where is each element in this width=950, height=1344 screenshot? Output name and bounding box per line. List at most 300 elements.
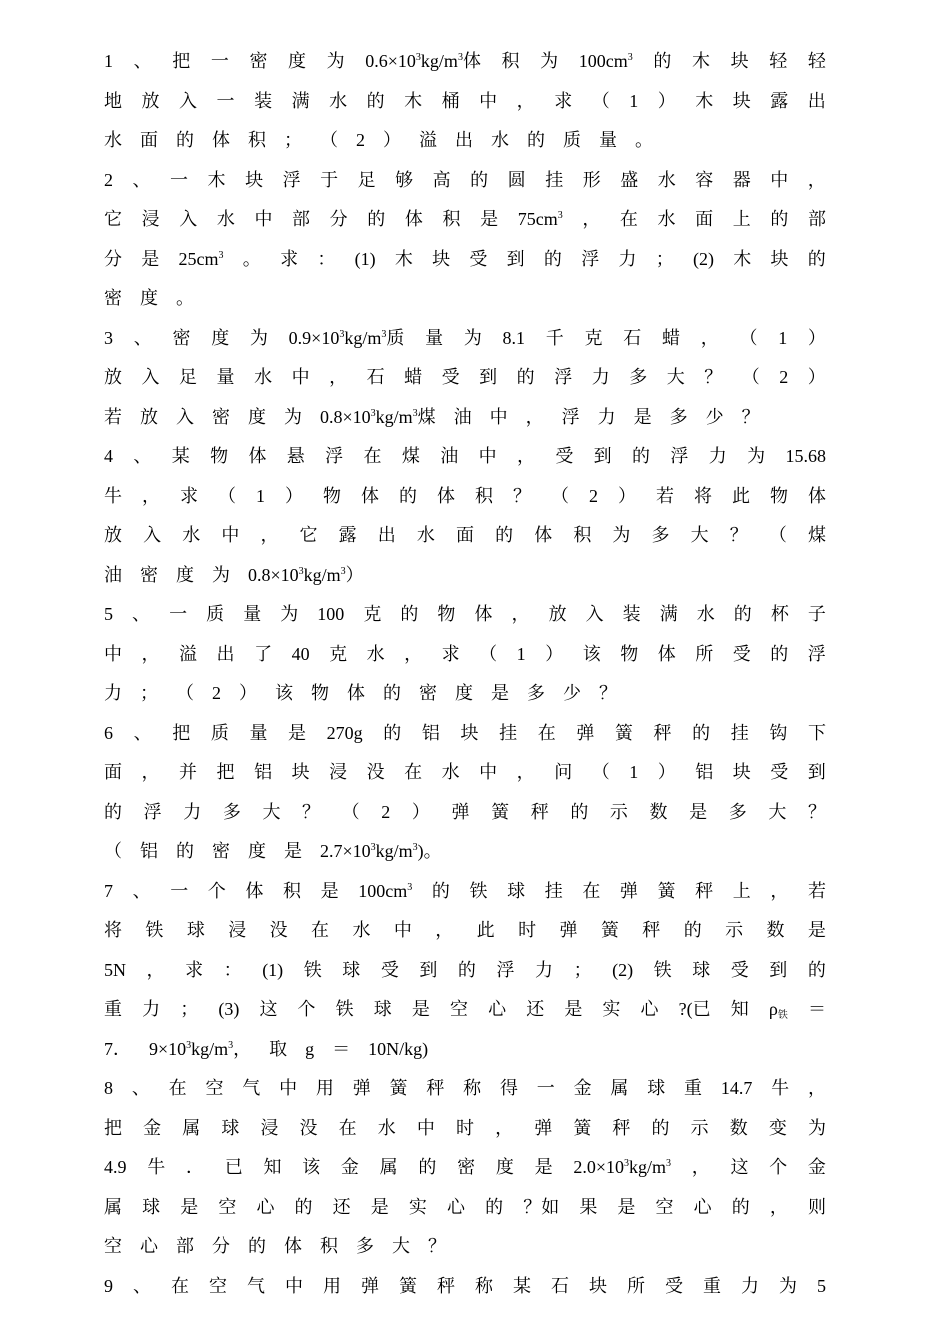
text-token: 出	[377, 525, 396, 545]
text-token: 浮	[325, 446, 344, 466]
text-token: 弹	[576, 722, 595, 743]
text-token: 子	[807, 604, 826, 624]
text-token: 2	[589, 485, 598, 506]
text-token: 为	[249, 327, 268, 348]
text-token: 中	[479, 762, 498, 782]
text-token: 体	[657, 643, 676, 664]
text-token: 度	[288, 51, 307, 71]
text-line	[104, 1069, 826, 1109]
text-token: 克	[584, 327, 603, 348]
text-token: 中	[393, 920, 412, 940]
text-token: 质	[563, 130, 581, 150]
text-line	[104, 635, 826, 675]
text-token: 中	[489, 406, 508, 427]
text-token: 多	[651, 525, 670, 545]
text-token: 满	[291, 90, 310, 111]
text-token: ，	[770, 880, 789, 901]
text-token: 的	[383, 683, 401, 703]
text-token: 体	[347, 683, 365, 703]
text-token: 的	[653, 51, 672, 71]
text-token: 10N/kg)	[368, 1038, 429, 1059]
text-token: $0.8\times 10^3kg/m^3$煤	[320, 406, 436, 427]
text-token: 的	[399, 485, 417, 506]
text-token: 块	[770, 248, 789, 269]
text-token: 地	[104, 90, 122, 111]
text-token: 露	[770, 90, 789, 111]
text-token: 浮	[554, 367, 573, 387]
text-token: ；	[655, 248, 674, 269]
text-token: 弹	[619, 880, 638, 901]
text-token: 出	[455, 130, 473, 150]
text-token: 面	[140, 130, 158, 150]
text-line	[104, 477, 826, 517]
text-token: 水	[416, 525, 435, 545]
text-line	[104, 911, 826, 951]
text-token: g	[305, 1038, 315, 1059]
text-token: 求	[280, 248, 299, 269]
text-token: 是	[320, 880, 339, 901]
text-token: （	[739, 327, 758, 348]
text-token: (3)	[218, 999, 240, 1019]
text-line	[104, 714, 826, 754]
text-token: 铁	[653, 959, 672, 980]
text-token: 这	[259, 999, 278, 1019]
text-line	[104, 556, 826, 596]
text-line	[104, 1267, 826, 1307]
text-token: 数	[766, 920, 785, 940]
text-token: 得	[499, 1078, 518, 1098]
text-token: 挂	[499, 722, 518, 743]
text-token: 5	[104, 604, 113, 624]
text-token: 水	[366, 643, 385, 664]
text-token: 它	[104, 209, 122, 229]
text-token: 心	[640, 999, 659, 1019]
text-token: 入	[179, 209, 198, 229]
text-token: $25cm^3$	[178, 248, 224, 269]
text-token: 煤	[807, 525, 826, 545]
text-token: 铁	[335, 999, 354, 1019]
text-token: 、	[133, 722, 152, 743]
text-token: 积	[442, 209, 461, 229]
text-token: 若	[104, 406, 122, 427]
text-token: 积	[248, 130, 266, 150]
text-token: 球	[373, 999, 392, 1019]
text-token: 浮	[143, 801, 162, 822]
text-token: 到	[769, 959, 788, 980]
text-token: 面	[455, 525, 474, 545]
text-token: ，	[769, 1196, 788, 1217]
text-token: 属	[104, 1196, 122, 1217]
problem-3	[104, 319, 826, 438]
text-token: 挂	[544, 880, 563, 901]
text-token: 的	[683, 920, 702, 940]
text-token: 求	[554, 90, 573, 111]
text-token: 是	[617, 1196, 636, 1217]
text-token: 问	[554, 762, 573, 782]
text-token: 浸	[329, 762, 348, 782]
text-token: 水	[216, 209, 235, 229]
text-token: 铁	[303, 959, 322, 980]
text-token: 为	[326, 51, 345, 71]
text-token: 油	[104, 564, 122, 585]
text-token: 心	[693, 1196, 712, 1217]
text-token: 到	[807, 762, 826, 782]
text-token: 度	[211, 327, 230, 348]
text-token: 石	[623, 327, 642, 348]
text-token: 。	[635, 130, 653, 150]
text-token: 的	[367, 209, 386, 229]
text-line	[104, 358, 826, 398]
text-token: 是	[180, 1196, 199, 1217]
text-token: 挂	[730, 722, 749, 743]
text-token: 球	[342, 959, 361, 980]
text-token: 放	[104, 367, 122, 387]
text-token: 为	[779, 1275, 797, 1296]
text-token: (1)	[354, 248, 376, 269]
text-token: (2)	[612, 959, 634, 980]
text-token: 受	[732, 643, 751, 664]
text-line	[104, 1030, 826, 1070]
text-token: 的	[176, 841, 194, 861]
text-token: 的	[176, 130, 194, 150]
problem-4	[104, 437, 826, 595]
text-token: $0.8\times 10^3kg/m^3$）	[248, 564, 364, 585]
text-token: 弹	[559, 920, 578, 940]
text-token: 牛	[771, 1078, 790, 1098]
text-token: 分	[212, 1236, 230, 1256]
text-token: 果	[579, 1196, 598, 1217]
text-token: 密	[212, 406, 230, 427]
text-token: ，	[516, 446, 535, 466]
text-token: ？如	[523, 1196, 560, 1217]
text-token: 铁	[469, 880, 488, 901]
text-token: ，	[582, 209, 601, 229]
text-line	[104, 1148, 826, 1188]
text-token: 1	[104, 51, 113, 71]
text-token: 体	[212, 130, 230, 150]
text-token: 为	[540, 51, 559, 71]
text-token: ；	[180, 999, 199, 1019]
text-token: 浮	[581, 248, 600, 269]
text-token: 2	[212, 683, 221, 703]
text-token: 金	[807, 1157, 826, 1177]
text-line	[104, 595, 826, 635]
text-token: 的	[485, 1196, 504, 1217]
text-token: 高	[432, 169, 451, 190]
text-token: 。	[176, 288, 194, 308]
text-token: 一	[210, 51, 229, 71]
text-token: 块	[432, 248, 451, 269]
text-token: 的	[294, 1196, 313, 1217]
text-token: 密	[172, 327, 191, 348]
text-token: ）	[657, 90, 676, 111]
text-token: ，	[404, 643, 423, 664]
text-token: 煤	[401, 446, 420, 466]
text-line	[104, 516, 826, 556]
text-token: 上	[732, 209, 751, 229]
text-token: 量	[243, 604, 262, 624]
text-token: 2	[381, 801, 391, 822]
text-token: 桶	[441, 90, 460, 111]
text-token: 心	[446, 1196, 465, 1217]
text-token: ）	[807, 327, 826, 348]
text-token: 秤	[437, 1275, 455, 1296]
text-token: 足	[179, 367, 198, 387]
text-token: 油	[440, 446, 459, 466]
text-token: 牛	[104, 485, 122, 506]
text-token: 该	[275, 683, 293, 703]
text-token: 受	[665, 1275, 683, 1296]
text-token: 足	[357, 169, 376, 190]
text-token: 该	[302, 1157, 321, 1177]
text-token: 质	[210, 722, 229, 743]
text-line	[104, 240, 826, 280]
text-token: 还	[526, 999, 545, 1019]
text-token: 取	[269, 1038, 288, 1059]
text-token: 1	[629, 762, 639, 782]
text-token: $0.9\times 10^3kg/m^3$质	[288, 327, 405, 348]
text-line	[104, 1109, 826, 1149]
text-token: （	[591, 90, 610, 111]
text-token: ；	[573, 959, 592, 980]
text-token: 木	[695, 90, 714, 111]
text-token: 轻	[807, 51, 826, 71]
text-line	[104, 1188, 826, 1228]
text-token: 石	[551, 1275, 569, 1296]
text-token: 15.68	[785, 446, 826, 466]
text-token: 的	[733, 604, 752, 624]
text-token: 积	[501, 51, 520, 71]
text-token: ）	[239, 683, 257, 703]
text-token: 若	[656, 485, 674, 506]
text-token: 上	[732, 880, 751, 901]
text-token: 的	[570, 801, 589, 822]
text-token: 放	[140, 406, 158, 427]
text-token: 秤	[653, 722, 672, 743]
text-token: 油	[453, 406, 472, 427]
text-token: 力	[597, 406, 616, 427]
text-token: 块	[730, 51, 749, 71]
text-token: （	[551, 485, 569, 506]
text-token: ？	[428, 1236, 446, 1256]
text-line	[104, 990, 826, 1030]
text-token: 在	[619, 209, 638, 229]
text-token: ，	[525, 406, 544, 427]
text-token: 簧	[491, 801, 510, 822]
text-token: 容	[695, 169, 714, 190]
text-token: 中	[479, 90, 498, 111]
text-token: 知	[730, 999, 749, 1019]
text-token: 石	[366, 367, 385, 387]
text-token: （	[176, 683, 194, 703]
text-token: 是	[633, 406, 652, 427]
text-token: 在	[338, 1117, 357, 1138]
text-token: 体	[404, 209, 423, 229]
text-token: 水	[104, 130, 122, 150]
text-token: 浮	[670, 446, 689, 466]
text-token: 水	[696, 604, 715, 624]
text-token: 圆	[507, 169, 526, 190]
text-token: (2)	[692, 248, 714, 269]
text-token: 密	[249, 51, 268, 71]
text-token: 为	[212, 564, 230, 585]
text-token: 多	[222, 801, 241, 822]
text-token: ？	[729, 525, 748, 545]
text-token: $\rho_铁$	[768, 999, 788, 1021]
text-token: ，	[691, 1157, 710, 1177]
text-token: 重	[104, 999, 122, 1019]
text-token: 数	[729, 1117, 748, 1138]
text-token: 7	[104, 880, 113, 901]
text-token: 量	[249, 722, 268, 743]
text-token: ?(已	[678, 999, 711, 1019]
text-token: 的	[770, 209, 789, 229]
text-token: 求	[180, 485, 198, 506]
text-token: 变	[768, 1117, 787, 1138]
text-token: 重	[703, 1275, 721, 1296]
text-token: 14.7	[720, 1078, 753, 1098]
text-token: 一	[170, 880, 189, 901]
text-token: 积	[320, 1236, 338, 1256]
text-token: 中	[104, 643, 122, 664]
text-token: 、	[133, 446, 152, 466]
text-token: 、	[133, 327, 152, 348]
text-token: 个	[297, 999, 316, 1019]
text-token: 浮	[561, 406, 580, 427]
text-token: 体	[245, 880, 264, 901]
text-token: 积	[475, 485, 493, 506]
text-token: 为	[284, 406, 302, 427]
text-token: 秤	[530, 801, 549, 822]
text-token: 受	[469, 248, 488, 269]
text-token: 的	[692, 722, 711, 743]
text-token: 到	[419, 959, 438, 980]
text-token: 木	[394, 248, 413, 269]
text-token: 中	[221, 525, 240, 545]
text-token: 到	[506, 248, 525, 269]
text-token: 蜡	[661, 327, 680, 348]
text-token: $0.6\times 10^3kg/m^3$体	[365, 51, 481, 71]
text-token: 8.1	[502, 327, 526, 348]
text-token: 块	[291, 762, 310, 782]
text-token: 40	[291, 643, 310, 664]
text-token: 木	[207, 169, 226, 190]
text-token: 的	[543, 248, 562, 269]
text-token: 体	[284, 1236, 302, 1256]
text-token: （	[104, 841, 122, 861]
text-token: 分	[329, 209, 348, 229]
text-token: 溢	[179, 643, 198, 664]
text-token: 是	[370, 1196, 389, 1217]
text-token: 簧	[573, 1117, 592, 1138]
text-token: $2.7\times 10^3kg/m^3$)。	[320, 841, 442, 861]
text-token: 弹	[451, 801, 470, 822]
text-token: ，	[511, 604, 530, 624]
text-line	[104, 279, 826, 319]
text-token: 在	[311, 920, 330, 940]
text-token: 物	[311, 683, 329, 703]
text-token: 为	[807, 1117, 826, 1138]
text-line	[104, 82, 826, 122]
text-token: 了	[254, 643, 273, 664]
text-token: 密	[212, 841, 230, 861]
text-token: ，	[807, 1078, 826, 1098]
text-token: 面	[695, 209, 714, 229]
text-token: 、	[133, 51, 152, 71]
text-token: 为	[463, 327, 482, 348]
text-token: 、	[132, 880, 151, 901]
text-token: 入	[585, 604, 604, 624]
text-token: 放	[141, 90, 160, 111]
text-token: 为	[280, 604, 299, 624]
text-token: 木	[733, 248, 752, 269]
text-token: 力	[535, 959, 554, 980]
text-token: 该	[582, 643, 601, 664]
text-token: 密	[457, 1157, 476, 1177]
text-token: 量	[599, 130, 617, 150]
text-token: 。	[242, 248, 261, 269]
text-token: 下	[807, 722, 826, 743]
text-token: 水	[352, 920, 371, 940]
text-token: （	[218, 485, 236, 506]
text-token: 的	[527, 130, 545, 150]
text-token: 的	[632, 446, 651, 466]
text-token: $2.0\times 10^3kg/m^3$	[573, 1157, 671, 1177]
text-token: 多	[356, 1236, 374, 1256]
text-token: 8	[104, 1078, 113, 1098]
text-token: 称	[463, 1078, 482, 1098]
text-token: 还	[332, 1196, 351, 1217]
text-token: 中	[254, 209, 273, 229]
text-token: ，	[142, 485, 160, 506]
text-line	[104, 951, 826, 991]
text-token: 它	[299, 525, 318, 545]
text-token: 的	[248, 1236, 266, 1256]
text-token: 器	[732, 169, 751, 190]
text-token: 将	[104, 920, 122, 940]
text-token: 杯	[770, 604, 789, 624]
text-token: 蜡	[404, 367, 423, 387]
text-token: 、	[133, 1275, 151, 1296]
text-token: 度	[248, 841, 266, 861]
text-token: 质	[206, 604, 225, 624]
text-token: 浮	[807, 643, 826, 664]
text-token: 7．	[104, 1038, 131, 1059]
text-token: 把	[216, 762, 235, 782]
problem-2	[104, 161, 826, 319]
text-token: ）	[285, 485, 303, 506]
text-token: 某	[171, 446, 190, 466]
text-token: 4	[104, 446, 113, 466]
text-token: (1)	[262, 959, 284, 980]
text-token: 浮	[282, 169, 301, 190]
text-token: $9\times 10^3kg/m^3$，	[149, 1038, 252, 1059]
text-token: 轻	[769, 51, 788, 71]
text-token: 中	[285, 1275, 303, 1296]
text-token: 秤	[426, 1078, 445, 1098]
text-token: 挂	[545, 169, 564, 190]
text-token: 中	[478, 446, 497, 466]
text-token: 入	[176, 406, 194, 427]
text-token: 铝	[421, 722, 440, 743]
text-token: 在	[363, 446, 382, 466]
text-token: 簧	[614, 722, 633, 743]
text-token: 露	[338, 525, 357, 545]
text-token: 积	[283, 880, 302, 901]
text-token: 4.9	[104, 1157, 127, 1177]
text-token: 个	[769, 1157, 788, 1177]
text-token: 则	[807, 1196, 826, 1217]
